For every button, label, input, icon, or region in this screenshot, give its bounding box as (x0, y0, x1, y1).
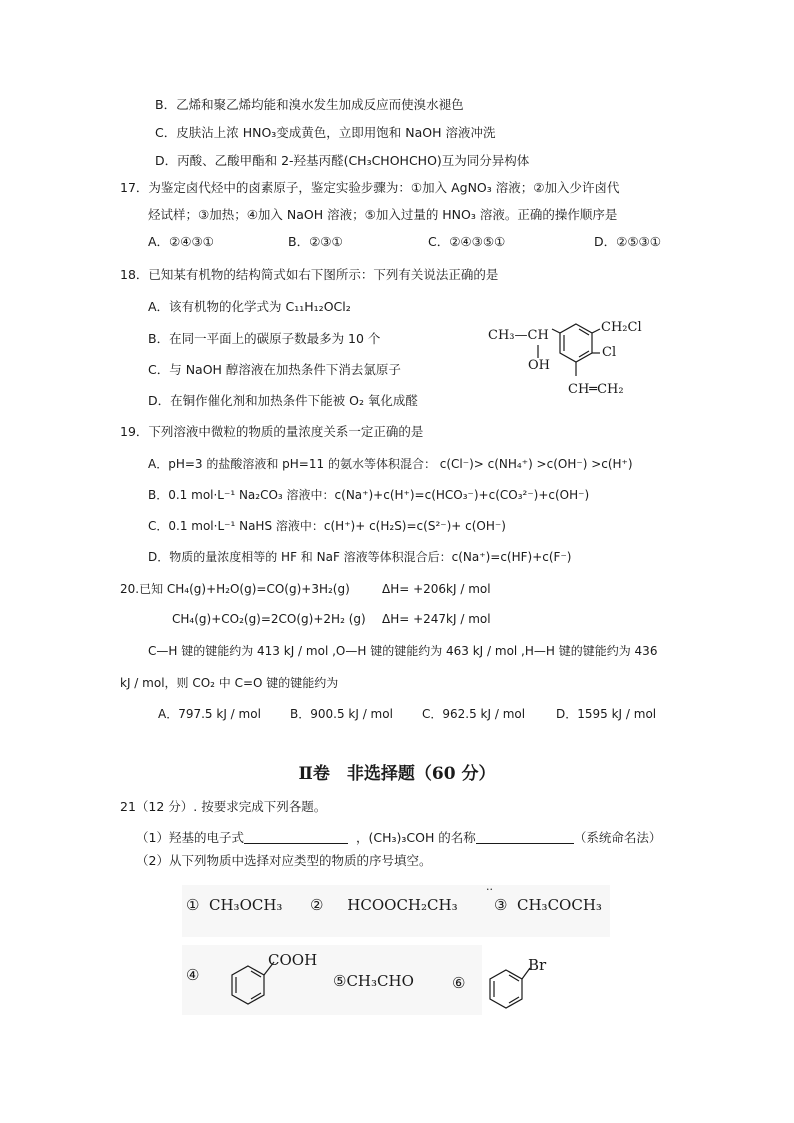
q21-part2: （2）从下列物质中选择对应类型的物质的序号填空。 (136, 853, 432, 868)
structure-ch2cl-label: CH₂Cl (601, 320, 642, 335)
q17-stem-line1: 17．为鉴定卤代烃中的卤素原子，鉴定实验步骤为：①加入 AgNO₃ 溶液；②加入少许卤代 (120, 180, 620, 195)
q20-option-a: A．797.5 kJ / mol (158, 707, 261, 721)
q18-option-d: D．在铜作催化剂和加热条件下能被 O₂ 氧化成醛 (148, 393, 418, 408)
q19-option-a: A．pH=3 的盐酸溶液和 pH=11 的氨水等体积混合： c(Cl⁻)> c(NH₄⁺) >c(OH⁻) >c(H⁺) (148, 457, 633, 471)
q21-part1-label-a: （1）羟基的电子式 (136, 830, 244, 845)
q21-part1-label-c: （系统命名法） (573, 830, 662, 845)
q17-stem-line2: 烃试样；③加热；④加入 NaOH 溶液；⑤加入过量的 HNO₃ 溶液。正确的操作顺序是 (148, 207, 618, 222)
compound-3: ③ CH₃COCH₃ (494, 896, 602, 914)
compound-2: ② HCOOCH₂CH₃ (310, 896, 458, 914)
q20-bond-energy-line2: kJ / mol，则 CO₂ 中 C=O 键的键能约为 (120, 676, 339, 690)
q21-part1-label-b: ，(CH₃)₃COH 的名称 (355, 830, 476, 845)
structure-ch3ch-label: CH₃—CH (488, 328, 549, 343)
q16-option-b: B．乙烯和聚乙烯均能和溴水发生加成反应而使溴水褪色 (155, 97, 464, 112)
iupac-name-blank[interactable] (476, 829, 574, 844)
structure-vinyl-label: CH═CH₂ (568, 382, 624, 397)
q20-option-b: B．900.5 kJ / mol (290, 707, 393, 721)
compound-6-formula: Br (528, 956, 547, 974)
q20-option-c: C．962.5 kJ / mol (422, 707, 526, 721)
hydroxyl-electron-formula-blank[interactable] (244, 829, 348, 844)
compound-4-number: ④ (186, 966, 200, 984)
q18-stem: 18．已知某有机物的结构简式如右下图所示：下列有关说法正确的是 (120, 267, 499, 282)
compound-6-number: ⑥ (452, 974, 466, 992)
structure-cl-label: Cl (602, 345, 617, 360)
q20-option-d: D．1595 kJ / mol (556, 707, 657, 721)
q20-bond-energy-line1: C—H 键的键能约为 413 kJ / mol ,O—H 键的键能约为 463 kJ / mol ,H—H 键的键能约为 436 (148, 644, 658, 658)
q20-delta-h-1: ΔH= +206kJ / mol (382, 582, 491, 596)
q17-option-a: A．②④③① (148, 234, 214, 249)
q18-option-c: C．与 NaOH 醇溶液在加热条件下消去氯原子 (148, 362, 401, 377)
compound-4-formula: COOH (268, 951, 318, 969)
q16-option-d: D．丙酸、乙酸甲酯和 2-羟基丙醛(CH₃CHOHCHO)互为同分异构体 (155, 153, 530, 168)
q18-structure-diagram (486, 318, 666, 408)
q18-option-a: A．该有机物的化学式为 C₁₁H₁₂OCl₂ (148, 299, 351, 314)
q21-part1 (136, 829, 661, 847)
q17-option-b: B．②③① (288, 234, 343, 249)
compound-5: ⑤CH₃CHO (333, 972, 414, 990)
q17-option-c: C．②④③⑤① (428, 234, 506, 249)
dots-mark: ·· (486, 883, 493, 896)
q21-stem: 21（12 分）. 按要求完成下列各题。 (120, 799, 327, 814)
q19-option-c: C．0.1 mol·L⁻¹ NaHS 溶液中：c(H⁺)+ c(H₂S)=c(S²⁻)+ c(OH⁻) (148, 519, 506, 533)
compound-1: ① CH₃OCH₃ (186, 896, 283, 914)
q20-equation-2: CH₄(g)+CO₂(g)=2CO(g)+2H₂ (g) (172, 612, 366, 626)
q20-equation-1: 20.已知 CH₄(g)+H₂O(g)=CO(g)+3H₂(g) (120, 582, 350, 596)
section-ii-heading: Ⅱ卷 非选择题（60 分） (298, 764, 496, 784)
q17-option-d: D．②⑤③① (594, 234, 661, 249)
q16-option-c: C．皮肤沾上浓 HNO₃变成黄色，立即用饱和 NaOH 溶液冲洗 (155, 125, 496, 140)
q18-option-b: B．在同一平面上的碳原子数最多为 10 个 (148, 331, 381, 346)
structure-oh-label: OH (528, 358, 550, 373)
q19-stem: 19．下列溶液中微粒的物质的量浓度关系一定正确的是 (120, 424, 424, 439)
q20-delta-h-2: ΔH= +247kJ / mol (382, 612, 491, 626)
q19-option-d: D．物质的量浓度相等的 HF 和 NaF 溶液等体积混合后：c(Na⁺)=c(HF)+c(F⁻) (148, 550, 572, 564)
q19-option-b: B．0.1 mol·L⁻¹ Na₂CO₃ 溶液中：c(Na⁺)+c(H⁺)=c(HCO₃⁻)+c(CO₃²⁻)+c(OH⁻) (148, 488, 590, 502)
